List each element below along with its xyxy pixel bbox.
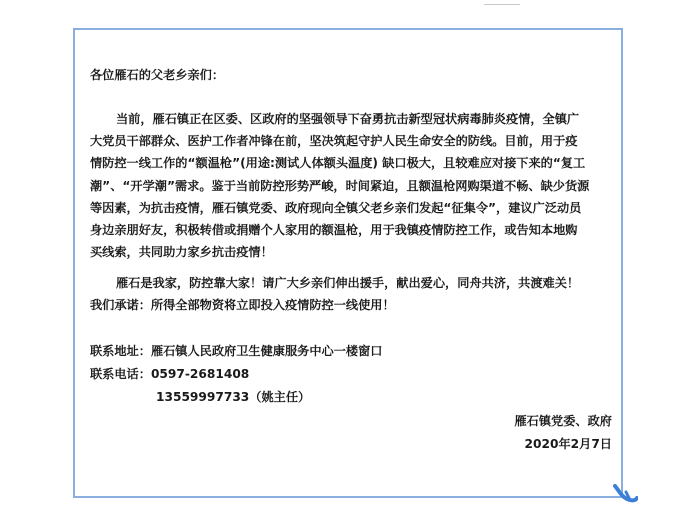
signature-date: 2020年2月7日	[524, 437, 612, 451]
phone-label: 联系电话：	[90, 367, 151, 381]
contact-phone-row	[90, 363, 383, 386]
letter-body-paragraph	[90, 108, 610, 263]
contact-info	[90, 340, 383, 409]
body-line: 买线索，共同助力家乡抗击疫情！	[90, 245, 273, 260]
phone-number-secondary: 13559997733（姚主任）	[156, 390, 311, 404]
corner-flourish-icon	[612, 478, 638, 504]
phone-number-primary: 0597-2681408	[150, 367, 250, 381]
body-line: 潮”、“开学潮”需求。鉴于当前防控形势严峻，时间紧迫，且额温枪网购渠道不畅、缺少货源	[90, 178, 590, 193]
body-line: 情防控一线工作的“额温枪”(用途:测试人体额头温度) 缺口极大，且较难应对接下来的“复工	[90, 156, 586, 171]
promise-line: 我们承诺：所得全部物资将立即投入疫情防控一线使用！	[90, 298, 395, 312]
contact-address-row	[90, 340, 383, 363]
appeal-paragraph	[90, 272, 579, 316]
signature-org: 雁石镇党委、政府	[514, 414, 612, 428]
appeal-line: 雁石是我家，防控靠大家！请广大乡亲们伸出援手，献出爱心，同舟共济，共渡难关！	[116, 276, 580, 290]
body-line: 当前，雁石镇正在区委、区政府的坚强领导下奋勇抗击新型冠状病毒肺炎疫情，全镇广	[116, 112, 580, 126]
address-label: 联系地址：	[90, 344, 151, 358]
signature-block	[515, 410, 613, 456]
address-value: 雁石镇人民政府卫生健康服务中心一楼窗口	[150, 344, 383, 358]
body-line: 身边亲朋好友，积极转借或捐赠个人家用的额温枪，用于我镇疫情防控工作，或告知本地购	[90, 223, 578, 238]
body-line: 等因素，为抗击疫情，雁石镇党委、政府现向全镇父老乡亲们发起“征集令”，建议广泛动员	[90, 200, 582, 215]
top-edge-mark	[484, 0, 520, 5]
salutation: 各位雁石的父老乡亲们：	[90, 68, 225, 82]
body-line: 大党员干部群众、医护工作者冲锋在前，坚决筑起守护人民生命安全的防线。目前，用于疫	[90, 134, 578, 149]
